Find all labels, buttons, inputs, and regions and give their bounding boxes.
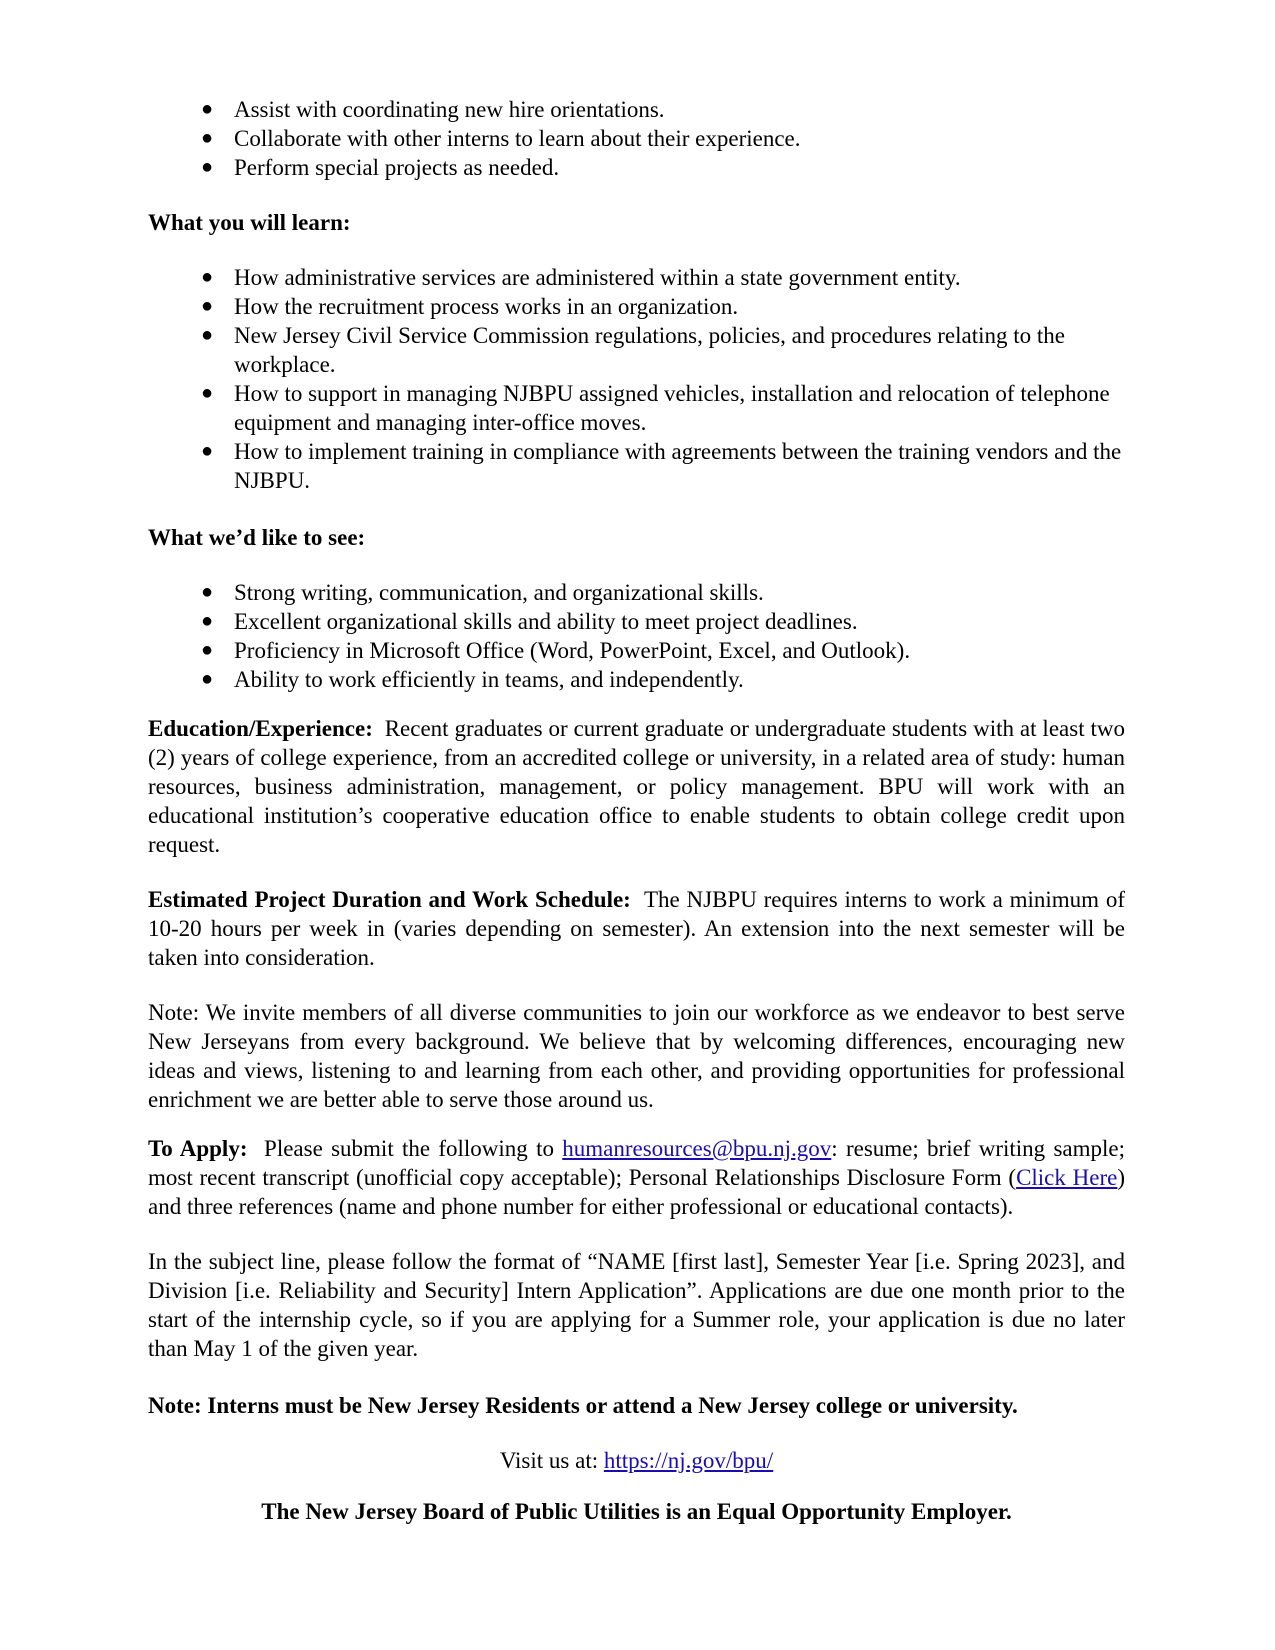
bullet-icon: ● — [201, 610, 214, 632]
bullet-icon: ● — [201, 295, 214, 317]
bullet-icon: ● — [201, 156, 214, 178]
bullet-icon: ● — [201, 98, 214, 120]
residency-note: Note: Interns must be New Jersey Residents or attend a New Jersey college or university. — [148, 1393, 1018, 1418]
duration-paragraph — [148, 885, 1125, 972]
subject-line-paragraph: In the subject line, please follow the format of “NAME [first last], Semester Year [i.e. Spring 2023], and Division [i.e. Reliability and Security] Intern Application”. Applications are due one month prior to the start of the internship cycle, so if you are applying for a Summer role, your application is due no later than May 1 of the given year. — [148, 1249, 1125, 1361]
see-list — [148, 578, 1125, 694]
eoe-statement: The New Jersey Board of Public Utilities is an Equal Opportunity Employer. — [261, 1499, 1012, 1524]
duration-text: The NJBPU requires interns to work a minimum of 10-20 hours per week in (varies depending on semester). An extension into the next semester will be taken into consideration. — [148, 887, 1125, 970]
list-item: ● Ability to work efficiently in teams, and independently. — [201, 667, 744, 692]
bullet-icon: ● — [201, 127, 214, 149]
disclosure-form-link[interactable]: Click Here — [1016, 1165, 1118, 1190]
education-paragraph — [148, 714, 1125, 859]
list-item: ● How administrative services are administered within a state government entity. — [201, 265, 961, 290]
see-heading: What we’d like to see: — [148, 525, 366, 550]
education-text: Recent graduates or current graduate or undergraduate students with at least two (2) years of college experience, from an accredited college or university, in a related area of study: human resources, business administration, management, or policy management. BPU will work with an educational institution’s cooperative education office to enable students to obtain college credit upon request. — [148, 716, 1125, 857]
website-link[interactable]: https://nj.gov/bpu/ — [603, 1448, 774, 1473]
list-item: ● Excellent organizational skills and ability to meet project deadlines. — [201, 609, 858, 634]
list-item: ● Assist with coordinating new hire orientations. — [201, 97, 665, 122]
list-item: ● Proficiency in Microsoft Office (Word, PowerPoint, Excel, and Outlook). — [201, 638, 911, 663]
list-item: ● How to support in managing NJBPU assigned vehicles, installation and relocation of telephone equipment and managing inter-office moves. — [201, 381, 1110, 435]
education-label: Education/Experience: — [148, 716, 373, 741]
list-item: ● Perform special projects as needed. — [201, 155, 560, 180]
visit-line: Visit us at: https://nj.gov/bpu/ — [499, 1448, 774, 1473]
duration-label: Estimated Project Duration and Work Schedule: — [148, 887, 631, 912]
bullet-icon: ● — [201, 324, 214, 346]
bullet-icon: ● — [201, 440, 214, 462]
learn-list — [148, 263, 1125, 495]
list-item: ● How to implement training in compliance with agreements between the training vendors and the NJBPU. — [201, 439, 1122, 493]
email-link[interactable]: humanresources@bpu.nj.gov — [562, 1136, 832, 1161]
bullet-icon: ● — [201, 668, 214, 690]
bullet-icon: ● — [201, 581, 214, 603]
bullet-icon: ● — [201, 382, 214, 404]
bullet-icon: ● — [201, 639, 214, 661]
list-item: ● New Jersey Civil Service Commission regulations, policies, and procedures relating to the workplace. — [201, 323, 1066, 377]
list-item: ● Strong writing, communication, and organizational skills. — [201, 580, 764, 605]
list-item: ● Collaborate with other interns to learn about their experience. — [201, 126, 801, 151]
apply-paragraph: To Apply: Please submit the following to humanresources@bpu.nj.gov: resume; brief writing sample; most recent transcript (unofficial copy acceptable); Personal Relationships Disclosure Form (Click Here) and three references (name and phone number for either professional or educational contacts). — [148, 1136, 1126, 1219]
bullet-icon: ● — [201, 266, 214, 288]
apply-label: To Apply: — [148, 1136, 248, 1161]
list-item: ● How the recruitment process works in an organization. — [201, 294, 739, 319]
top-bullet-list — [148, 95, 1125, 182]
diversity-note: Note: We invite members of all diverse communities to join our workforce as we endeavor to best serve New Jerseyans from every background. We believe that by welcoming differences, encouraging new ideas and views, listening to and learning from each other, and providing opportunities for professional enrichment we are better able to serve those around us. — [148, 1000, 1125, 1112]
learn-heading: What you will learn: — [148, 210, 351, 235]
